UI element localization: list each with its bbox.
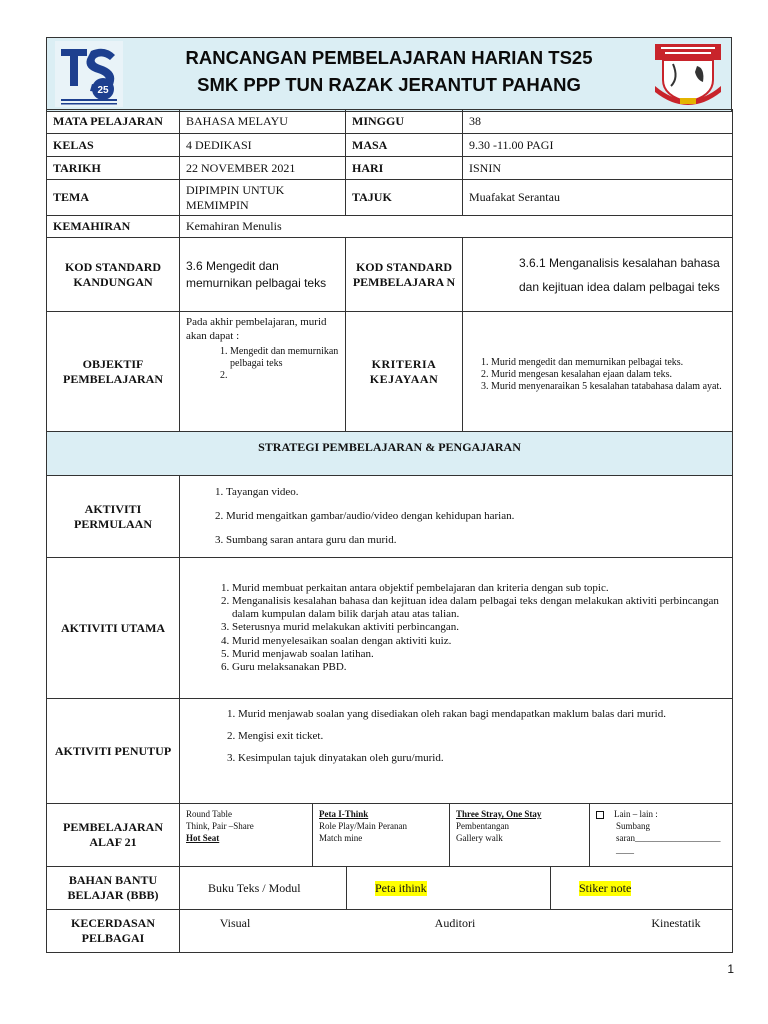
row-tarikh [47, 157, 733, 180]
row-strategi [47, 432, 733, 476]
aktiviti-penutup-cell [180, 699, 733, 804]
kelas-value: 4 DEDIKASI [180, 134, 346, 157]
alaf21-grid [180, 804, 732, 866]
aktiviti-utama-item: 6. Guru melaksanakan PBD. [232, 661, 726, 674]
objektif-intro: Pada akhir pembelajaran, murid akan dapat : [186, 316, 327, 342]
document-header [46, 37, 732, 112]
alaf21-col2 [313, 804, 450, 866]
bbb-label: BAHAN BANTU BELAJAR (BBB) [47, 867, 180, 910]
aktiviti-permulaan-cell [180, 476, 733, 558]
kriteria-item: 3. Murid menyenaraikan 5 kesalahan tatabahasa dalam ayat. [491, 381, 726, 393]
minggu-label: MINGGU [346, 110, 463, 134]
alaf21-item: Think, Pair –Share [186, 821, 254, 832]
alaf21-saran: saran___________________ [616, 833, 721, 844]
row-aktiviti-utama [47, 558, 733, 699]
school-crest-logo [651, 42, 725, 108]
aktiviti-penutup-list [186, 703, 726, 769]
row-bbb [47, 867, 733, 910]
kemahiran-value: Kemahiran Menulis [180, 216, 733, 238]
alaf21-item: Peta I-Think [319, 809, 369, 819]
kecerdasan-item: Kinestatik [651, 916, 701, 930]
kriteria-list [469, 357, 726, 393]
kriteria-item: 2. Murid mengesan kesalahan ejaan dalam teks. [491, 369, 726, 381]
objektif-item [230, 370, 339, 382]
row-tema [47, 180, 733, 216]
tema-label: TEMA [47, 180, 180, 216]
minggu-value: 38 [463, 110, 733, 134]
lain-lain-checkbox[interactable] [596, 811, 604, 819]
aktiviti-utama-item: 2. Menganalisis kesalahan bahasa dan kejituan idea dalam pelbagai teks dengan melakukan aktiviti perbincangan dalam kumpulan dalam bilik darjah atau atas talian. [232, 595, 726, 621]
row-kecerdasan [47, 910, 733, 953]
alaf21-label: PEMBELAJARAN ALAF 21 [47, 804, 180, 867]
kod-standard-kandungan-value: 3.6 Mengedit dan memurnikan pelbagai teks [180, 238, 346, 312]
alaf21-item: Role Play/Main Peranan [319, 821, 407, 832]
alaf21-col3 [450, 804, 590, 866]
masa-value: 9.30 -11.00 PAGI [463, 134, 733, 157]
bbb-item-peta-ithink [346, 867, 550, 909]
aktiviti-utama-label: AKTIVITI UTAMA [47, 558, 180, 699]
tajuk-label: TAJUK [346, 180, 463, 216]
row-kelas [47, 134, 733, 157]
kecerdasan-item: Auditori [434, 916, 476, 930]
kod-standard-pembelajaran-value: 3.6.1 Menganalisis kesalahan bahasa dan kejituan idea dalam pelbagai teks [463, 238, 733, 312]
aktiviti-permulaan-item: 2. Murid mengaitkan gambar/audio/video dengan kehidupan harian. [226, 504, 726, 528]
row-objektif [47, 312, 733, 432]
aktiviti-penutup-item: 2. Mengisi exit ticket. [238, 725, 726, 747]
bbb-item-stiker-note [550, 867, 732, 909]
alaf21-cell [180, 804, 733, 867]
alaf21-col1 [180, 804, 313, 866]
kecerdasan-cell [180, 910, 733, 953]
row-kemahiran [47, 216, 733, 238]
aktiviti-permulaan-label: AKTIVITI PERMULAAN [47, 476, 180, 558]
bbb-cell [180, 867, 733, 910]
row-kod-standard [47, 238, 733, 312]
document-title-line1: RANCANGAN PEMBELAJARAN HARIAN TS25 [185, 47, 593, 68]
aktiviti-utama-list [186, 582, 726, 674]
aktiviti-utama-item: 3. Seterusnya murid melakukan aktiviti perbincangan. [232, 621, 726, 634]
mata-pelajaran-value: BAHASA MELAYU [180, 110, 346, 134]
kecerdasan-item: Visual [219, 916, 251, 930]
kecerdasan-grid [180, 910, 732, 931]
svg-text:25: 25 [97, 85, 109, 96]
alaf21-item: Pembentangan [456, 821, 509, 832]
aktiviti-utama-cell [180, 558, 733, 699]
objektif-item: 1. Mengedit dan memurnikan pelbagai teks [230, 346, 339, 370]
bbb-grid [180, 867, 732, 909]
bbb-item-text: Peta ithink [375, 880, 427, 895]
bbb-item-buku-teks: Buku Teks / Modul [208, 880, 301, 895]
hari-label: HARI [346, 157, 463, 180]
alaf21-item: Round Table [186, 809, 232, 819]
lesson-plan-table [46, 109, 733, 953]
alaf21-saran-cont: ____ [616, 845, 634, 856]
aktiviti-permulaan-item: 1. Tayangan video. [226, 480, 726, 504]
aktiviti-permulaan-item: 3. Sumbang saran antara guru dan murid. [226, 528, 726, 552]
tema-value: DIPIMPIN UNTUK MEMIMPIN [180, 180, 346, 216]
alaf21-item: Match mine [319, 833, 363, 844]
ts25-logo [55, 41, 123, 107]
row-mata-pelajaran [47, 110, 733, 134]
alaf21-item: Three Stray, One Stay [456, 809, 542, 819]
row-aktiviti-penutup [47, 699, 733, 804]
kemahiran-label: KEMAHIRAN [47, 216, 180, 238]
objektif-list [186, 346, 339, 382]
alaf21-item: Gallery walk [456, 833, 503, 844]
kod-standard-pembelajaran-label: KOD STANDARD PEMBELAJARA N [346, 238, 463, 312]
aktiviti-utama-item: 1. Murid membuat perkaitan antara objektif pembelajaran dan kriteria dengan sub topic. [232, 582, 726, 595]
alaf21-item: Hot Seat [186, 833, 220, 844]
row-alaf21 [47, 804, 733, 867]
hari-value: ISNIN [463, 157, 733, 180]
aktiviti-permulaan-list [186, 480, 726, 553]
alaf21-sumbang: Sumbang [616, 821, 651, 832]
kod-standard-kandungan-label: KOD STANDARD KANDUNGAN [47, 238, 180, 312]
aktiviti-utama-item: 5. Murid menjawab soalan latihan. [232, 648, 726, 661]
tajuk-value: Muafakat Serantau [463, 180, 733, 216]
mata-pelajaran-label: MATA PELAJARAN [47, 110, 180, 134]
kelas-label: KELAS [47, 134, 180, 157]
tarikh-label: TARIKH [47, 157, 180, 180]
aktiviti-utama-item: 4. Murid menyelesaikan soalan dengan aktiviti kuiz. [232, 635, 726, 648]
masa-label: MASA [346, 134, 463, 157]
tarikh-value: 22 NOVEMBER 2021 [180, 157, 346, 180]
objektif-cell [180, 312, 346, 432]
kriteria-item: 1. Murid mengedit dan memurnikan pelbagai teks. [491, 357, 726, 369]
alaf21-lain-lain: Lain – lain : [614, 809, 658, 819]
row-aktiviti-permulaan [47, 476, 733, 558]
kriteria-label: KRITERIA KEJAYAAN [346, 312, 463, 432]
aktiviti-penutup-item: 1. Murid menjawab soalan yang disediakan oleh rakan bagi mendapatkan maklum balas dari murid. [238, 703, 726, 725]
document-title-line2: SMK PPP TUN RAZAK JERANTUT PAHANG [197, 74, 581, 95]
alaf21-col4 [590, 804, 732, 866]
strategi-heading: STRATEGI PEMBELAJARAN & PENGAJARAN [47, 432, 733, 476]
aktiviti-penutup-label: AKTIVITI PENUTUP [47, 699, 180, 804]
aktiviti-penutup-item: 3. Kesimpulan tajuk dinyatakan oleh guru/murid. [238, 747, 726, 769]
bbb-item-text: Stiker note [579, 880, 632, 895]
kecerdasan-label: KECERDASAN PELBAGAI [47, 910, 180, 953]
kriteria-cell [463, 312, 733, 432]
page-number: 1 [727, 962, 734, 976]
objektif-label: OBJEKTIF PEMBELAJARAN [47, 312, 180, 432]
